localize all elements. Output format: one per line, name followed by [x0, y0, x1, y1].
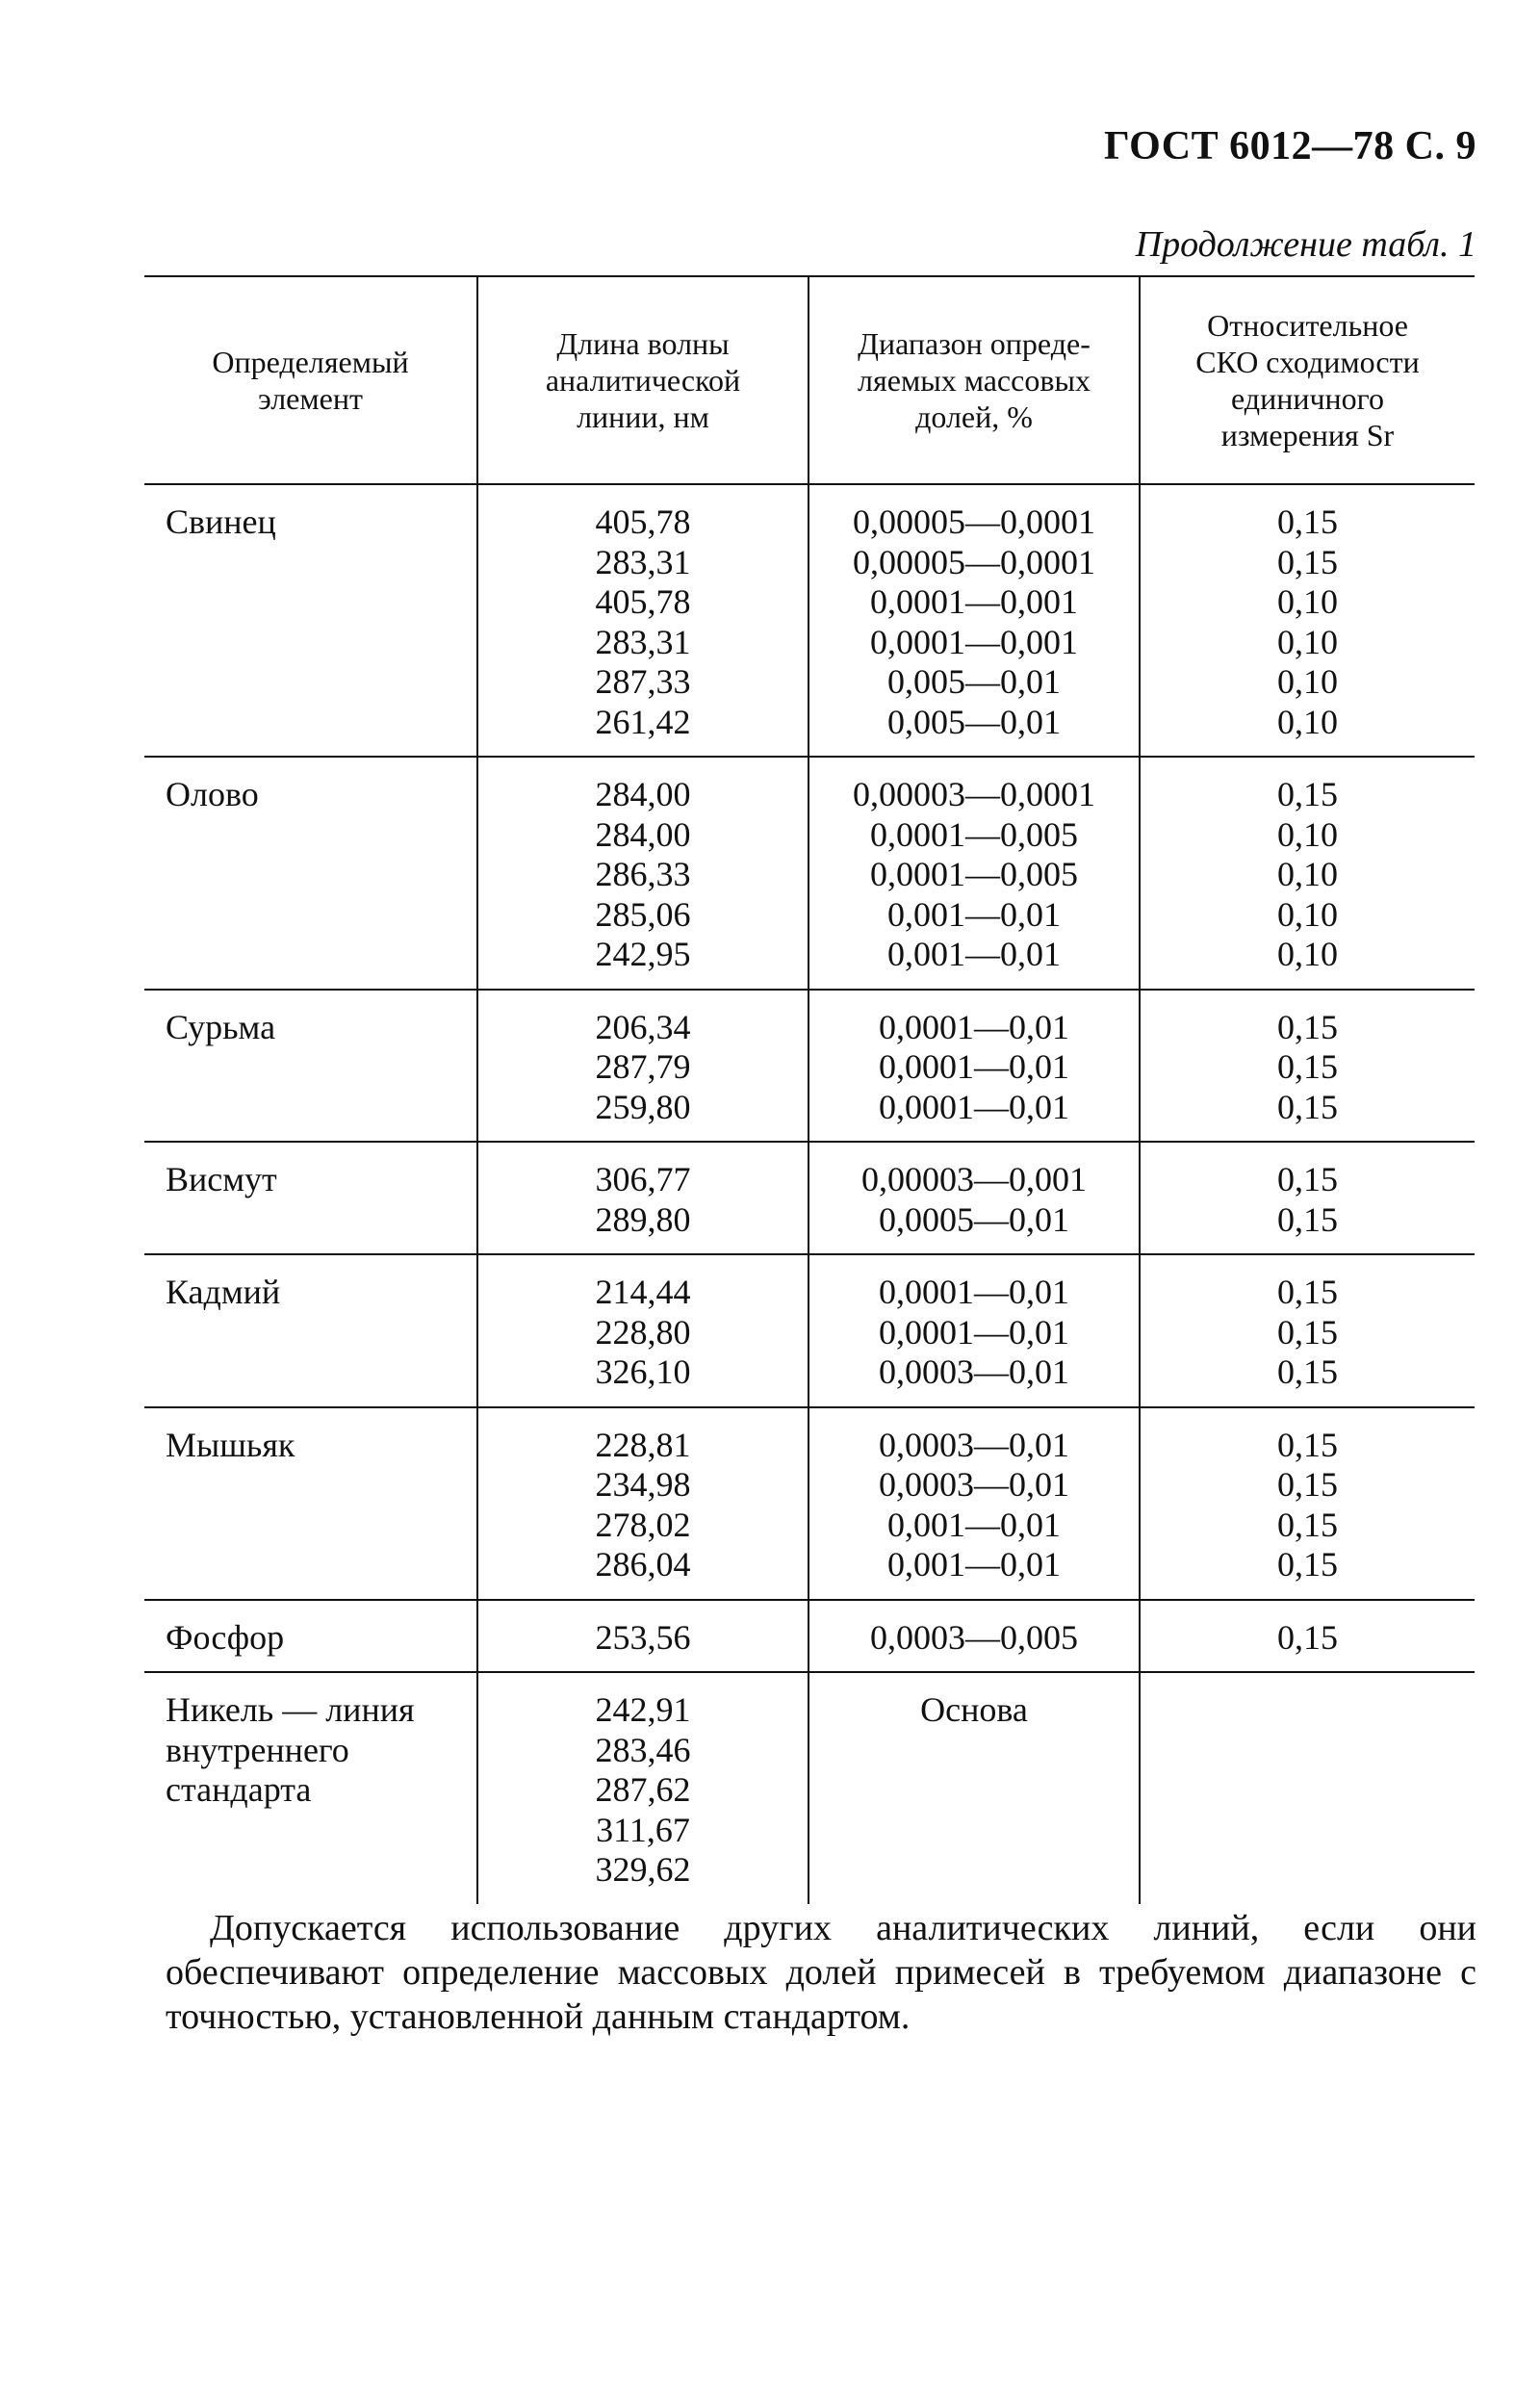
sr-value: 0,10: [1277, 702, 1338, 741]
wavelength-value: 242,95: [595, 935, 691, 973]
column-header-line: единичного: [1231, 381, 1384, 416]
wavelength-value: 283,31: [595, 542, 691, 581]
column-header-line: ляемых массовых: [858, 363, 1091, 398]
element-name: Висмут: [166, 1160, 277, 1198]
wavelength-value: 287,62: [595, 1770, 691, 1809]
range-value: 0,0001—0,001: [870, 622, 1078, 661]
wavelength-cell: [477, 1254, 808, 1407]
range-cell: [808, 990, 1140, 1143]
wavelength-value: 405,78: [595, 582, 691, 621]
sr-value: 0,15: [1277, 1199, 1338, 1239]
range-value: 0,0001—0,01: [879, 1312, 1069, 1352]
sr-value: 0,10: [1277, 814, 1338, 854]
sr-value: 0,10: [1277, 935, 1338, 973]
element-name: Кадмий: [166, 1273, 281, 1311]
column-header-element: [144, 276, 477, 484]
sr-cell: [1140, 1600, 1475, 1673]
column-header-sr: [1140, 276, 1475, 484]
range-value: 0,0003—0,005: [870, 1617, 1078, 1657]
wavelength-value: 228,80: [595, 1312, 691, 1352]
range-value: 0,0001—0,01: [879, 1273, 1069, 1311]
column-header-line: Определяемый: [212, 345, 409, 379]
element-cell: [144, 1254, 477, 1407]
element-name: стандарта: [166, 1770, 312, 1809]
wavelength-value: 287,33: [595, 662, 691, 701]
element-cell: [144, 1600, 477, 1673]
spectral-lines-table: [144, 275, 1475, 1904]
wavelength-value: 214,44: [595, 1273, 691, 1311]
sr-value: 0,15: [1277, 1312, 1338, 1352]
range-cell: [808, 1254, 1140, 1407]
range-cell: [808, 1142, 1140, 1254]
element-name: Мышьяк: [166, 1425, 295, 1464]
wavelength-value: 234,98: [595, 1465, 691, 1504]
sr-value: 0,15: [1277, 1465, 1338, 1504]
range-cell: [808, 757, 1140, 990]
range-value: 0,00005—0,0001: [853, 502, 1095, 541]
sr-value: 0,15: [1277, 775, 1338, 813]
sr-value: 0,10: [1277, 855, 1338, 893]
wavelength-cell: [477, 1407, 808, 1600]
range-value: 0,005—0,01: [887, 662, 1061, 701]
sr-value: 0,10: [1277, 894, 1338, 934]
element-name: Олово: [166, 775, 259, 813]
table-body: [144, 484, 1475, 1904]
wavelength-value: 405,78: [595, 502, 691, 541]
spectral-lines-table-container: [144, 275, 1475, 1904]
sr-value: 0,15: [1277, 1505, 1338, 1544]
wavelength-value: 306,77: [595, 1160, 691, 1198]
range-value: 0,0005—0,01: [879, 1199, 1069, 1239]
range-value: 0,001—0,01: [887, 1545, 1061, 1584]
column-header-line: измерения Sr: [1220, 418, 1395, 452]
range-value: 0,0003—0,01: [879, 1352, 1069, 1391]
wavelength-value: 242,91: [595, 1690, 691, 1729]
range-value: 0,001—0,01: [887, 894, 1061, 934]
wavelength-cell: [477, 1672, 808, 1904]
wavelength-value: 284,00: [595, 775, 691, 813]
range-value: 0,001—0,01: [887, 935, 1061, 973]
range-value: 0,0001—0,01: [879, 1047, 1069, 1086]
wavelength-cell: [477, 1600, 808, 1673]
wavelength-value: 289,80: [595, 1199, 691, 1239]
range-value: 0,00003—0,001: [861, 1160, 1087, 1198]
wavelength-value: 253,56: [595, 1617, 691, 1657]
range-cell: [808, 1407, 1140, 1600]
sr-value: 0,15: [1277, 1087, 1338, 1126]
column-header-line: линии, нм: [577, 399, 709, 434]
sr-cell: [1140, 1254, 1475, 1407]
table-row: [144, 1672, 1475, 1904]
sr-value: 0,10: [1277, 622, 1338, 661]
sr-value: 0,15: [1277, 1545, 1338, 1584]
element-name: Свинец: [166, 502, 276, 541]
sr-cell: [1140, 1672, 1475, 1904]
table-row: [144, 1254, 1475, 1407]
sr-cell: [1140, 990, 1475, 1143]
wavelength-value: 283,31: [595, 622, 691, 661]
table-row: [144, 757, 1475, 990]
sr-value: 0,15: [1277, 1007, 1338, 1046]
sr-cell: [1140, 1142, 1475, 1254]
table-header-row: [144, 276, 1475, 484]
sr-value: 0,15: [1277, 1273, 1338, 1311]
range-value: 0,0001—0,01: [879, 1087, 1069, 1126]
column-header-range: [808, 276, 1140, 484]
range-cell: [808, 1600, 1140, 1673]
sr-cell: [1140, 484, 1475, 757]
element-cell: [144, 484, 477, 757]
column-header-line: долей, %: [915, 399, 1033, 434]
range-value: 0,001—0,01: [887, 1505, 1061, 1544]
element-cell: [144, 757, 477, 990]
table-row: [144, 484, 1475, 757]
sr-value: 0,15: [1277, 1160, 1338, 1198]
wavelength-value: 285,06: [595, 894, 691, 934]
wavelength-value: 284,00: [595, 814, 691, 854]
element-name: внутреннего: [166, 1730, 349, 1769]
column-header-line: элемент: [258, 381, 363, 416]
footnote-paragraph: Допускается использование других аналитических линий, если они обеспечивают определение массовых долей примесей в требуемом диапазоне с точностью, установленной данным стандартом.: [166, 1908, 1476, 2037]
range-value: 0,0003—0,01: [879, 1465, 1069, 1504]
table-row: [144, 1600, 1475, 1673]
range-value: 0,00005—0,0001: [853, 542, 1095, 581]
wavelength-value: 329,62: [595, 1850, 691, 1889]
range-value: 0,0001—0,001: [870, 582, 1078, 621]
wavelength-value: 286,04: [595, 1545, 691, 1584]
wavelength-value: 228,81: [595, 1425, 691, 1464]
element-name: Фосфор: [166, 1617, 285, 1657]
range-cell: [808, 1672, 1140, 1904]
column-header-line: Диапазон опреде-: [858, 326, 1091, 361]
element-cell: [144, 1407, 477, 1600]
wavelength-value: 286,33: [595, 855, 691, 893]
sr-value: 0,15: [1277, 1047, 1338, 1086]
wavelength-value: 287,79: [595, 1047, 691, 1086]
column-header-line: Относительное: [1207, 308, 1408, 343]
wavelength-value: 283,46: [595, 1730, 691, 1769]
range-value: Основа: [920, 1690, 1028, 1729]
column-header-line: СКО сходимости: [1195, 345, 1420, 379]
range-value: 0,00003—0,0001: [853, 775, 1095, 813]
wavelength-value: 278,02: [595, 1505, 691, 1544]
wavelength-value: 261,42: [595, 702, 691, 741]
wavelength-value: 206,34: [595, 1007, 691, 1046]
range-value: 0,0001—0,01: [879, 1007, 1069, 1046]
element-name: Сурьма: [166, 1007, 276, 1046]
sr-value: 0,15: [1277, 1617, 1338, 1657]
range-value: 0,0003—0,01: [879, 1425, 1069, 1464]
column-header-line: Длина волны: [556, 326, 730, 361]
element-cell: [144, 1142, 477, 1254]
sr-cell: [1140, 1407, 1475, 1600]
wavelength-value: 311,67: [596, 1810, 690, 1849]
page-header: ГОСТ 6012—78 С. 9: [1103, 124, 1476, 168]
wavelength-cell: [477, 990, 808, 1143]
wavelength-value: 259,80: [595, 1087, 691, 1126]
table-row: [144, 1142, 1475, 1254]
range-value: 0,0001—0,005: [870, 855, 1078, 893]
sr-value: 0,15: [1277, 1352, 1338, 1391]
sr-value: 0,15: [1277, 502, 1338, 541]
wavelength-cell: [477, 484, 808, 757]
range-value: 0,005—0,01: [887, 702, 1061, 741]
element-cell: [144, 1672, 477, 1904]
table-continuation-caption: Продолжение табл. 1: [1135, 224, 1476, 265]
sr-value: 0,15: [1277, 1425, 1338, 1464]
table-row: [144, 990, 1475, 1143]
column-header-line: аналитической: [545, 363, 741, 398]
sr-value: 0,10: [1277, 582, 1338, 621]
wavelength-value: 326,10: [595, 1352, 691, 1391]
element-name: Никель — линия: [166, 1690, 415, 1729]
sr-value: 0,10: [1277, 662, 1338, 701]
sr-cell: [1140, 757, 1475, 990]
wavelength-cell: [477, 1142, 808, 1254]
table-row: [144, 1407, 1475, 1600]
wavelength-cell: [477, 757, 808, 990]
range-value: 0,0001—0,005: [870, 814, 1078, 854]
range-cell: [808, 484, 1140, 757]
column-header-wavelength: [477, 276, 808, 484]
sr-value: 0,15: [1277, 542, 1338, 581]
element-cell: [144, 990, 477, 1143]
